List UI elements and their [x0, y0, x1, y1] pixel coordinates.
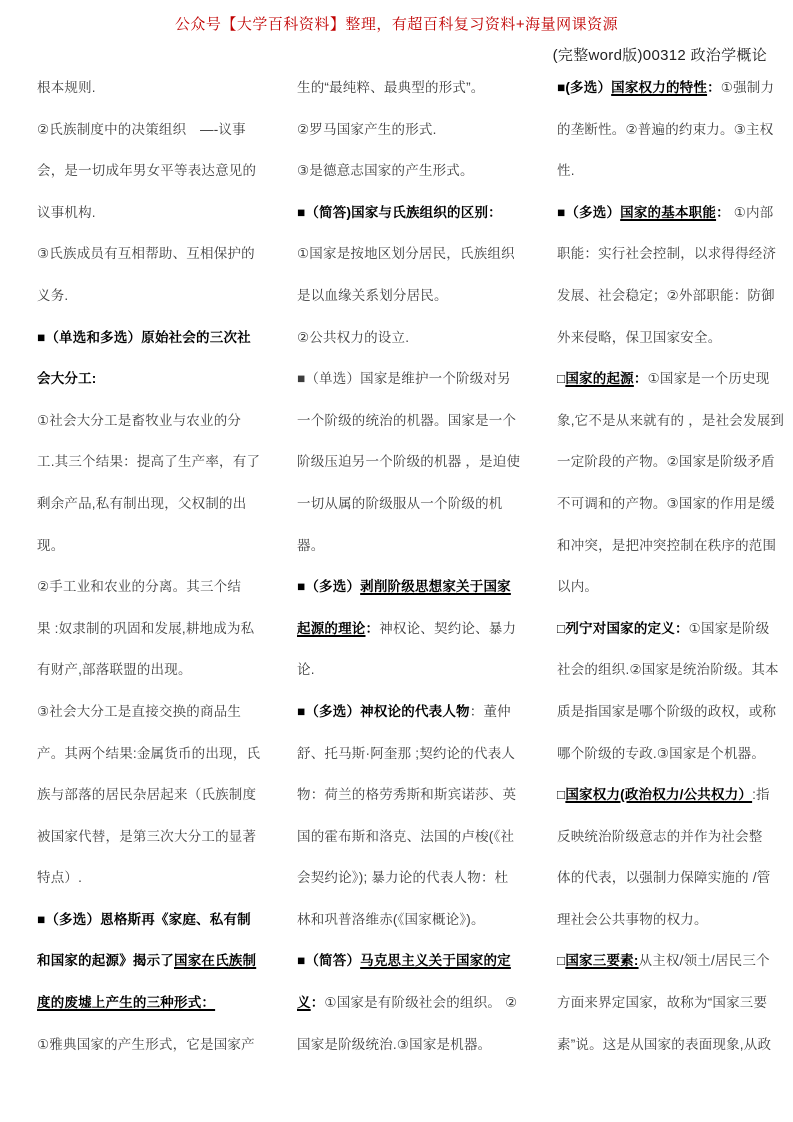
text-segment: 会大分工: [37, 371, 97, 387]
text-segment: 国的霍布斯和洛克、法国的卢梭(《社 [297, 828, 515, 844]
text-segment: 国家三要素: [565, 953, 639, 969]
text-segment: ： [310, 995, 325, 1011]
text-segment: 国家的基本职能 [620, 204, 717, 220]
text-segment: □ [557, 953, 566, 969]
text-segment: 是以血缘关系划分居民。 [297, 287, 448, 303]
text-segment: ③社会大分工是直接交换的商品生 [37, 703, 242, 719]
text-line [557, 358, 773, 400]
text-segment: ①国家是有阶级社会的组织。 ② [324, 995, 518, 1011]
text-line [557, 109, 773, 151]
text-line [37, 275, 253, 317]
text-line [37, 816, 257, 858]
text-line [37, 566, 253, 608]
text-segment: 剩余产品,私有制出现，父权制的出 [37, 495, 247, 511]
text-segment: ■（单选）国家是维护一个阶级对另 [297, 371, 511, 387]
text-segment: ②罗马国家产生的形式. [297, 121, 437, 137]
text-segment: 理社会公共事物的权力。 [557, 911, 708, 927]
text-column-1 [37, 67, 261, 1065]
text-line [557, 1024, 773, 1066]
text-segment: 质是指国家是哪个阶级的政权，或称 [557, 703, 777, 719]
text-segment: 阶级压迫另一个阶级的机器 ，是迫使 [297, 454, 521, 470]
text-segment: ： [633, 371, 648, 387]
text-line [557, 275, 773, 317]
text-segment: ：董仲 [469, 703, 511, 719]
text-segment: ①国家是按地区划分居民，氏族组织 [297, 246, 515, 262]
text-line [557, 566, 773, 608]
text-segment: 以内。 [557, 579, 599, 595]
text-segment: 器。 [297, 537, 325, 553]
text-segment: 一切从属的阶级服从一个阶级的机 [297, 495, 503, 511]
text-segment: 物：荷兰的格劳秀斯和斯宾诺莎、英 [297, 787, 517, 803]
text-segment: ②手工业和农业的分离。其三个结 [37, 579, 242, 595]
text-segment: ： [716, 204, 730, 220]
text-segment: 一个阶级的统治的机器。国家是一个 [297, 412, 517, 428]
text-segment: ①雅典国家的产生形式，它是国家产 [37, 1036, 255, 1052]
text-line [297, 525, 513, 567]
text-segment: 产。其两个结果:金属货币的出现，氏 [37, 745, 261, 761]
text-segment: 义 [297, 995, 311, 1011]
text-line [557, 400, 785, 442]
text-line [297, 317, 513, 359]
text-segment: 被国家代替，是第三次大分工的显著 [37, 828, 257, 844]
text-line [37, 733, 261, 775]
text-line [297, 192, 513, 234]
text-line [557, 940, 773, 982]
text-line [37, 899, 253, 941]
text-line [37, 233, 253, 275]
text-segment: 外来侵略，保卫国家安全。 [557, 329, 722, 345]
text-segment: 果 :奴隶制的巩固和发展,耕地成为私 [37, 620, 255, 636]
text-segment: ①国家是一个历史现 [647, 371, 770, 387]
text-segment: ■（单选和多选）原始社会的三次社 [37, 329, 251, 345]
text-segment: 体的代表，以强制力保障实施的 /管 [557, 870, 771, 886]
text-line [557, 816, 773, 858]
text-line [557, 649, 779, 691]
text-line [37, 358, 253, 400]
text-line [297, 275, 513, 317]
text-segment: 现。 [37, 537, 65, 553]
text-segment: 发展、社会稳定；②外部职能：防御 [557, 287, 775, 303]
header-notice: 公众号【大学百科资料】整理，有超百科复习资料+海量网课资源 [174, 16, 619, 33]
text-segment: 的垄断性。②普遍的约束力。③主权 [557, 121, 774, 137]
text-segment: 族与部落的居民杂居起来（氏族制度 [37, 787, 257, 803]
text-segment: 反映统治阶级意志的并作为社会整 [557, 828, 763, 844]
text-segment: 社会的组织.②国家是统治阶级。其本 [557, 662, 779, 678]
text-segment: 和冲突，是把冲突控制在秩序的范围 [557, 537, 777, 553]
text-line [37, 441, 261, 483]
text-line [297, 774, 517, 816]
text-line [37, 1024, 253, 1066]
text-segment: □ [557, 371, 566, 387]
text-line [297, 899, 513, 941]
text-line [557, 733, 773, 775]
text-line [37, 857, 253, 899]
text-column-3 [557, 67, 785, 1065]
text-line [557, 192, 773, 234]
text-segment: 有财产,部落联盟的出现。 [37, 662, 192, 678]
text-line [37, 525, 253, 567]
text-line [297, 67, 513, 109]
text-segment: 国家是阶级统治.③国家是机器。 [297, 1036, 492, 1052]
text-line [37, 317, 253, 359]
text-line [37, 982, 253, 1024]
text-line [557, 774, 773, 816]
text-segment: 论. [297, 662, 315, 678]
text-line [557, 233, 777, 275]
text-line [557, 150, 773, 192]
text-line [297, 608, 517, 650]
text-segment: :指 [752, 787, 770, 803]
text-line [37, 649, 253, 691]
text-segment: 生的“最纯粹、最典型的形式”。 [297, 80, 485, 95]
text-line [557, 899, 773, 941]
text-segment: ①内部 [729, 204, 774, 220]
text-segment: 职能：实行社会控制，以求得得经济 [557, 246, 777, 262]
text-line [297, 1024, 513, 1066]
text-line [297, 857, 513, 899]
text-line [297, 109, 513, 151]
text-segment: ■（简答） [297, 953, 361, 969]
text-line [557, 483, 773, 525]
text-segment: 哪个阶级的专政.③国家是个机器。 [557, 745, 766, 761]
text-segment: 工.其三个结果：提高了生产率，有了 [37, 454, 261, 470]
text-segment: 议事机构. [37, 204, 96, 220]
text-line [297, 233, 513, 275]
text-segment: ■（多选）神权论的代表人物 [297, 703, 470, 719]
text-columns [37, 67, 785, 1065]
text-line [37, 483, 253, 525]
text-segment: 林和巩普洛维赤(《国家概论》)。 [297, 911, 485, 927]
text-segment: 方面来界定国家，故称为“国家三要 [557, 995, 768, 1011]
text-line [557, 857, 773, 899]
text-segment: 度的废墟上产生的三种形式： [37, 995, 216, 1011]
text-line [37, 774, 257, 816]
text-segment: ■（多选） [297, 579, 361, 595]
text-line [557, 525, 777, 567]
text-segment: 国家的起源 [565, 371, 634, 387]
text-line [37, 67, 253, 109]
text-segment: 国家在氏族制 [174, 953, 257, 969]
document-title: (完整word版)00312 政治学概论 [552, 47, 767, 64]
text-segment: 起源的理论 [297, 620, 366, 636]
text-line [297, 358, 513, 400]
text-segment: ■（多选）恩格斯再《家庭、私有制 [37, 911, 251, 927]
text-line [297, 150, 513, 192]
text-segment: 国家权力的特性 [611, 80, 708, 95]
text-segment: ②公共权力的设立. [297, 329, 410, 345]
text-segment: ③氏族成员有互相帮助、互相保护的 [37, 246, 255, 262]
text-segment: 会契约论》); 暴力论的代表人物：杜 [297, 870, 509, 886]
text-line [37, 150, 257, 192]
text-segment: 神权论、契约论、暴力 [379, 620, 517, 636]
text-line [297, 566, 513, 608]
text-segment: □ [557, 787, 566, 803]
text-line [297, 816, 513, 858]
text-segment: □列宁对国家的定义： [557, 620, 689, 636]
text-segment: 剥削阶级思想家关于国家 [360, 579, 511, 595]
text-segment: 根本规则. [37, 80, 96, 95]
text-segment: 性. [557, 163, 575, 179]
text-segment: ①社会大分工是畜牧业与农业的分 [37, 412, 242, 428]
text-line [557, 608, 773, 650]
text-segment: 国家权力(政治权力/公共权力） [565, 787, 753, 803]
text-segment: 从主权/领土/居民三个 [638, 953, 770, 969]
text-column-2 [297, 67, 521, 1065]
text-segment: ①强制力 [720, 80, 775, 95]
text-segment: ： [365, 620, 380, 636]
text-segment: 会，是一切成年男女平等表达意见的 [37, 163, 257, 179]
text-segment: 舒、托马斯·阿奎那 ;契约论的代表人 [297, 745, 516, 761]
text-line [557, 67, 773, 109]
text-segment: 一定阶段的产物。②国家是阶级矛盾 [557, 454, 775, 470]
text-segment: ■（简答)国家与氏族组织的区别： [297, 204, 502, 220]
text-line [37, 691, 253, 733]
text-line [37, 608, 253, 650]
text-line [557, 441, 773, 483]
text-segment: ②氏族制度中的决策组织 —-议事 [37, 121, 246, 137]
text-segment: 特点）. [37, 870, 83, 886]
text-line [557, 982, 773, 1024]
text-line [297, 733, 516, 775]
text-segment: 马克思主义关于国家的定 [360, 953, 511, 969]
text-line [297, 940, 513, 982]
text-line [297, 649, 513, 691]
text-segment: 象,它不是从来就有的 ，是社会发展到 [557, 412, 785, 428]
text-segment: 不可调和的产物。③国家的作用是缓 [557, 495, 775, 511]
text-line [297, 400, 517, 442]
text-segment: 和国家的起源》揭示了 [37, 953, 174, 969]
text-segment: ③是德意志国家的产生形式。 [297, 163, 474, 179]
text-segment: 义务. [37, 287, 69, 303]
text-segment: ■(多选） [557, 80, 612, 95]
text-line [297, 441, 521, 483]
text-line [297, 982, 518, 1024]
text-line [557, 317, 773, 359]
text-segment: ■（多选） [557, 204, 621, 220]
text-line [37, 400, 253, 442]
text-line [37, 109, 253, 151]
text-line [297, 483, 513, 525]
text-line [297, 691, 513, 733]
text-segment: ①国家是阶级 [688, 620, 770, 636]
text-segment: 素”说。这是从国家的表面现象,从政 [557, 1036, 772, 1052]
text-line [37, 192, 253, 234]
text-line [557, 691, 777, 733]
text-line [37, 940, 257, 982]
text-segment: ： [707, 80, 721, 95]
